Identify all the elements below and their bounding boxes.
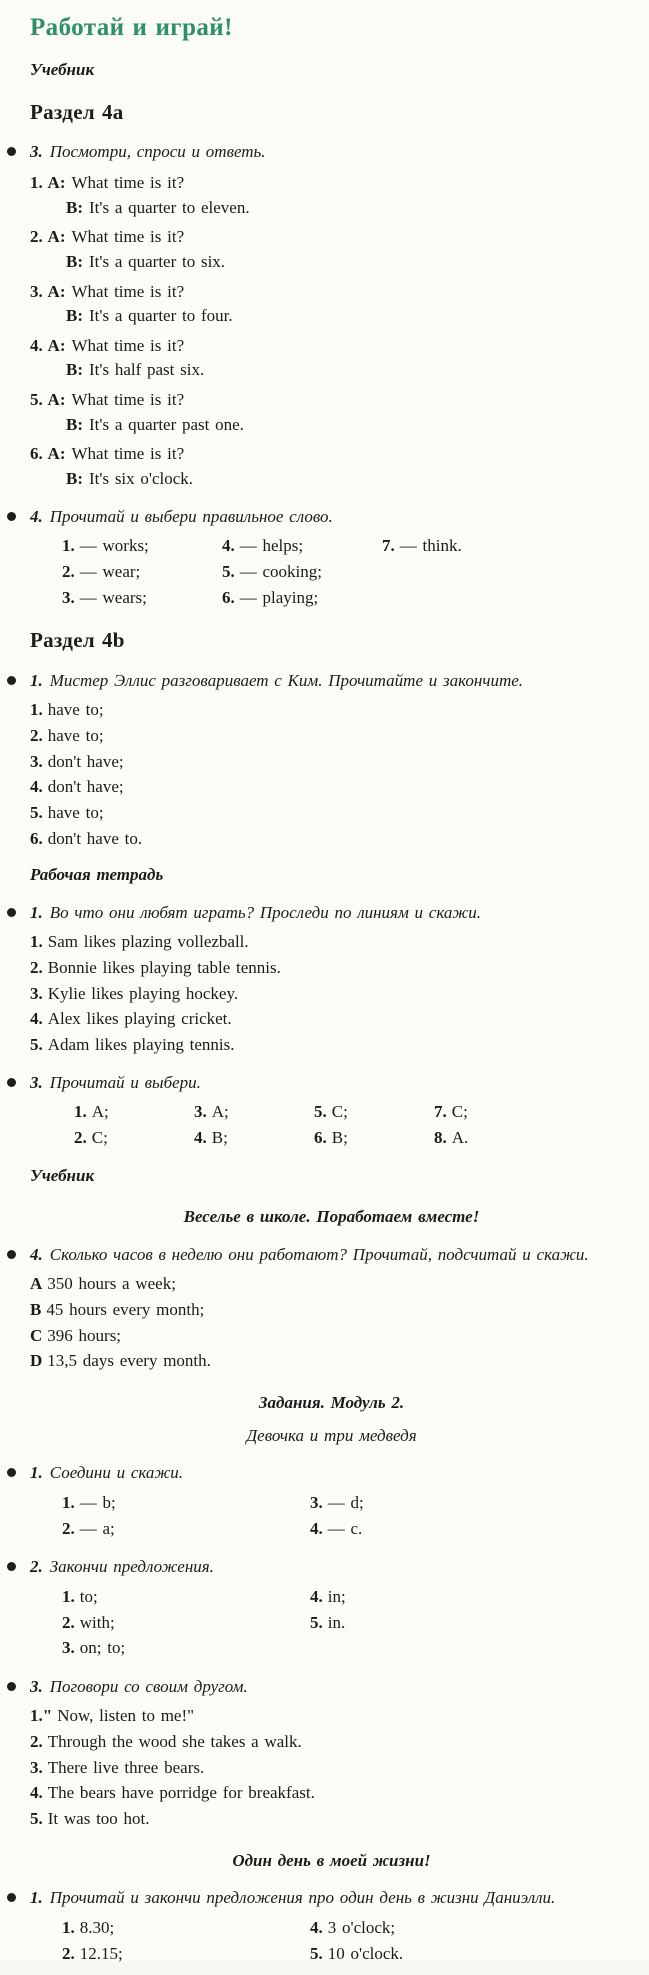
speaker-a-label: 4. A: xyxy=(30,335,66,355)
speaker-b-label: B: xyxy=(66,414,83,434)
answer-number: 7. xyxy=(382,536,395,556)
answer-line: A 350 hours a week; xyxy=(30,1274,176,1294)
answer-number: 6. xyxy=(30,828,43,848)
answer-number: 4. xyxy=(30,777,43,797)
section-4b-heading: Раздел 4b xyxy=(30,628,125,653)
answer-number: 1. xyxy=(62,1492,75,1512)
task-4a-4 xyxy=(30,505,633,530)
bullet-icon xyxy=(7,1562,16,1571)
answer-column xyxy=(62,1584,310,1662)
question-line: 4. A: What time is it? xyxy=(30,335,185,355)
answer-line: 2. have to; xyxy=(30,725,104,745)
task-instruction: Прочитай и закончи предложения про один день в жизни Даниэлли. xyxy=(49,1888,556,1908)
answer-number: 5. xyxy=(30,802,43,822)
task-number: 4. xyxy=(30,1244,43,1264)
page-title: Работай и играй! xyxy=(30,14,233,41)
task-instruction: Закончи предложения. xyxy=(49,1557,214,1577)
answer-line: 6. — playing; xyxy=(222,587,319,607)
task-m2-2 xyxy=(30,1555,633,1580)
answer-line: 2. Bonnie likes playing table tennis. xyxy=(30,958,281,978)
answer-number: 3. xyxy=(30,751,43,771)
answer-line: 2. — a; xyxy=(62,1518,115,1538)
answer-line: 3. Kylie likes playing hockey. xyxy=(30,983,239,1003)
answer-line: 3. — d; xyxy=(310,1492,364,1512)
speaker-b-label: B: xyxy=(66,197,83,217)
bullet-icon xyxy=(7,676,16,685)
answer-number: 1. xyxy=(30,700,43,720)
answer-line: 4. don't have; xyxy=(30,777,124,797)
answer-line: 3. don't have; xyxy=(30,751,124,771)
task-instruction: Прочитай и выбери. xyxy=(49,1072,201,1092)
answer-line: 1. have to; xyxy=(30,700,104,720)
answer-number: 5. xyxy=(314,1102,327,1122)
speaker-a-label: 2. A: xyxy=(30,227,66,247)
task-text xyxy=(30,1243,633,1268)
answer-line: 1. — b; xyxy=(62,1492,116,1512)
answer-number: 2. xyxy=(74,1127,87,1147)
qa-item xyxy=(30,225,633,274)
answer-number: 7. xyxy=(434,1102,447,1122)
answer-line: B: It's a quarter to eleven. xyxy=(66,197,250,217)
task-tb2-4 xyxy=(30,1243,633,1268)
answer-line: 4. The bears have porridge for breakfast. xyxy=(30,1783,315,1803)
task-instruction: Мистер Эллис разговаривает с Ким. Прочитайте и закончите. xyxy=(49,670,524,690)
answer-number: 6. xyxy=(314,1127,327,1147)
speaker-b-label: B: xyxy=(66,360,83,380)
answer-line: 5. in. xyxy=(310,1612,346,1632)
task-instruction: Поговори со своим другом. xyxy=(49,1676,248,1696)
answer-line: 3. A; xyxy=(194,1102,229,1122)
answers-columns xyxy=(62,1490,633,1542)
bullet-icon xyxy=(7,1682,16,1691)
bullet-icon xyxy=(7,1078,16,1087)
question-line: 5. A: What time is it? xyxy=(30,390,185,410)
task-instruction: Сколько часов в неделю они работают? Прочитай, подсчитай и скажи. xyxy=(49,1244,589,1264)
bullet-icon xyxy=(7,1893,16,1902)
task-number: 1. xyxy=(30,670,43,690)
lettered-answers-list xyxy=(30,1272,633,1374)
speaker-a-label: 6. A: xyxy=(30,444,66,464)
task-text xyxy=(30,1555,633,1580)
question-line: 3. A: What time is it? xyxy=(30,281,185,301)
speaker-a-label: 5. A: xyxy=(30,390,66,410)
answer-line: 3. on; to; xyxy=(62,1638,126,1658)
answer-number: C xyxy=(30,1325,43,1345)
textbook-label: Учебник xyxy=(30,60,95,80)
qa-item xyxy=(30,334,633,383)
task-instruction: Соедини и скажи. xyxy=(49,1463,183,1483)
answer-number: 1." xyxy=(30,1706,53,1726)
answer-column xyxy=(310,1584,346,1662)
answer-number: 2. xyxy=(62,1943,75,1963)
answer-line: 6. B; xyxy=(314,1127,348,1147)
answer-number: 5. xyxy=(310,1943,323,1963)
qa-item xyxy=(30,280,633,329)
task-text xyxy=(30,140,633,165)
answer-number: 8. xyxy=(434,1127,447,1147)
question-line: 2. A: What time is it? xyxy=(30,227,185,247)
answer-number: 5. xyxy=(222,561,235,581)
answer-line: 1. — works; xyxy=(62,536,149,556)
sentence-list xyxy=(30,1704,633,1831)
answer-line: 2. C; xyxy=(74,1127,108,1147)
answer-line: 2. with; xyxy=(62,1612,115,1632)
answer-line: 7. — think. xyxy=(382,536,462,556)
answers-list xyxy=(30,698,633,851)
answer-line: B: It's a quarter to four. xyxy=(66,306,233,326)
answer-number: 1. xyxy=(62,536,75,556)
answers-columns xyxy=(62,533,633,611)
answer-number: 5. xyxy=(30,1034,43,1054)
task-day-1 xyxy=(30,1886,633,1911)
task-text xyxy=(30,1886,633,1911)
answer-line: 5. have to; xyxy=(30,802,104,822)
answer-number: D xyxy=(30,1351,43,1371)
task-4a-3 xyxy=(30,140,633,165)
answer-line: 3. There live three bears. xyxy=(30,1757,205,1777)
answer-line: 5. Adam likes playing tennis. xyxy=(30,1034,235,1054)
answer-number: A xyxy=(30,1274,43,1294)
bullet-icon xyxy=(7,908,16,917)
answer-column xyxy=(222,533,382,611)
answer-number: 3. xyxy=(30,1757,43,1777)
answer-column xyxy=(382,533,462,611)
answer-line: 5. — cooking; xyxy=(222,561,322,581)
task-number: 1. xyxy=(30,902,43,922)
question-line: 6. A: What time is it? xyxy=(30,444,185,464)
answer-line: B: It's half past six. xyxy=(66,360,205,380)
answer-line: 5. 10 o'clock. xyxy=(310,1943,404,1963)
answer-number: 4. xyxy=(310,1917,323,1937)
answer-number: 3. xyxy=(30,983,43,1003)
task-text xyxy=(30,505,633,530)
answers-columns xyxy=(62,1915,633,1967)
answer-column xyxy=(62,1490,310,1542)
answer-number: 4. xyxy=(310,1586,323,1606)
answers-columns xyxy=(62,1584,633,1662)
answer-number: 2. xyxy=(30,958,43,978)
answer-number: 1. xyxy=(62,1917,75,1937)
answer-number: 2. xyxy=(62,1612,75,1632)
answer-line: 1." Now, listen to me!" xyxy=(30,1706,195,1726)
answer-line: D 13,5 days every month. xyxy=(30,1351,211,1371)
answer-number: B xyxy=(30,1300,42,1320)
task-text xyxy=(30,1461,633,1486)
task-number: 1. xyxy=(30,1463,43,1483)
sentence-list xyxy=(30,930,633,1057)
answer-column xyxy=(62,533,222,611)
answer-line: 4. 3 o'clock; xyxy=(310,1917,396,1937)
task-text xyxy=(30,1071,633,1096)
answer-line: 4. — c. xyxy=(310,1518,363,1538)
answer-line: 1. A; xyxy=(74,1102,109,1122)
answer-line: C 396 hours; xyxy=(30,1325,122,1345)
task-text xyxy=(30,669,633,694)
answer-column xyxy=(194,1099,314,1151)
section-4a-heading: Раздел 4a xyxy=(30,99,124,124)
textbook-label: Учебник xyxy=(30,1165,95,1185)
answer-number: 1. xyxy=(74,1102,87,1122)
answer-line: 5. It was too hot. xyxy=(30,1809,150,1828)
answer-line: 4. — helps; xyxy=(222,536,304,556)
task-number: 3. xyxy=(30,1676,43,1696)
answer-line: 4. in; xyxy=(310,1586,346,1606)
answer-line: 1. to; xyxy=(62,1586,98,1606)
task-instruction: Посмотри, спроси и ответь. xyxy=(49,142,266,162)
answer-line: 4. Alex likes playing cricket. xyxy=(30,1009,232,1029)
answer-line: 4. B; xyxy=(194,1127,228,1147)
answer-line: B: It's six o'clock. xyxy=(66,469,194,489)
bullet-icon xyxy=(7,1468,16,1477)
bullet-icon xyxy=(7,512,16,521)
task-number: 2. xyxy=(30,1557,43,1577)
answers-columns xyxy=(74,1099,633,1151)
answer-column xyxy=(74,1099,194,1151)
answer-number: 3. xyxy=(310,1492,323,1512)
answer-column xyxy=(310,1915,403,1967)
qa-list xyxy=(30,171,633,492)
answer-number: 4. xyxy=(30,1009,43,1029)
answer-number: 1. xyxy=(62,1586,75,1606)
task-instruction: Во что они любят играть? Проследи по линиям и скажи. xyxy=(49,902,481,922)
module2-subtitle: Девочка и три медведя xyxy=(246,1425,417,1445)
bullet-icon xyxy=(7,147,16,156)
task-4b-1 xyxy=(30,669,633,694)
answer-number: 3. xyxy=(194,1102,207,1122)
answer-number: 5. xyxy=(30,1809,43,1828)
answer-line: B: It's a quarter past one. xyxy=(66,414,244,434)
module2-title: Задания. Модуль 2. xyxy=(258,1393,405,1413)
bullet-icon xyxy=(7,1250,16,1259)
answer-number: 4. xyxy=(194,1127,207,1147)
answer-line: 6. don't have to. xyxy=(30,828,143,848)
answer-number: 2. xyxy=(62,561,75,581)
task-number: 4. xyxy=(30,506,43,526)
question-line: 1. A: What time is it? xyxy=(30,172,185,192)
task-text xyxy=(30,901,633,926)
section-center-title: Веселье в школе. Поработаем вместе! xyxy=(183,1207,480,1227)
task-text xyxy=(30,1675,633,1700)
answer-column xyxy=(62,1915,310,1967)
speaker-b-label: B: xyxy=(66,306,83,326)
answer-number: 2. xyxy=(30,725,43,745)
answer-line: 2. 12.15; xyxy=(62,1943,123,1963)
answer-line: B: It's a quarter to six. xyxy=(66,251,226,271)
answer-number: 5. xyxy=(310,1612,323,1632)
answer-number: 3. xyxy=(62,587,75,607)
task-number: 1. xyxy=(30,1888,43,1908)
task-number: 3. xyxy=(30,142,43,162)
workbook-label: Рабочая тетрадь xyxy=(30,865,164,885)
speaker-b-label: B: xyxy=(66,251,83,271)
task-instruction: Прочитай и выбери правильное слово. xyxy=(49,506,333,526)
speaker-a-label: 1. A: xyxy=(30,172,66,192)
qa-item xyxy=(30,442,633,491)
speaker-b-label: B: xyxy=(66,469,83,489)
task-number: 3. xyxy=(30,1072,43,1092)
answer-column xyxy=(314,1099,434,1151)
answer-number: 2. xyxy=(30,1732,43,1752)
task-m2-1 xyxy=(30,1461,633,1486)
answer-line: 2. — wear; xyxy=(62,561,141,581)
qa-item xyxy=(30,171,633,220)
answer-number: 6. xyxy=(222,587,235,607)
answer-number: 4. xyxy=(222,536,235,556)
task-wb-1 xyxy=(30,901,633,926)
day-title: Один день в моей жизни! xyxy=(232,1850,431,1870)
answer-number: 4. xyxy=(310,1518,323,1538)
qa-item xyxy=(30,388,633,437)
answer-number: 1. xyxy=(30,932,43,952)
answer-line: 1. 8.30; xyxy=(62,1917,115,1937)
task-wb-3 xyxy=(30,1071,633,1096)
answer-column xyxy=(434,1099,468,1151)
answer-line: 2. Through the wood she takes a walk. xyxy=(30,1732,302,1752)
task-m2-3 xyxy=(30,1675,633,1700)
answer-line: B 45 hours every month; xyxy=(30,1300,205,1320)
answer-number: 4. xyxy=(30,1783,43,1803)
answer-number: 3. xyxy=(62,1638,75,1658)
answer-line: 7. C; xyxy=(434,1102,468,1122)
answer-line: 3. — wears; xyxy=(62,587,147,607)
answer-column xyxy=(310,1490,364,1542)
speaker-a-label: 3. A: xyxy=(30,281,66,301)
answer-line: 5. C; xyxy=(314,1102,348,1122)
answer-line: 8. A. xyxy=(434,1127,469,1147)
answer-number: 2. xyxy=(62,1518,75,1538)
answer-line: 1. Sam likes plazing vollezball. xyxy=(30,932,249,952)
